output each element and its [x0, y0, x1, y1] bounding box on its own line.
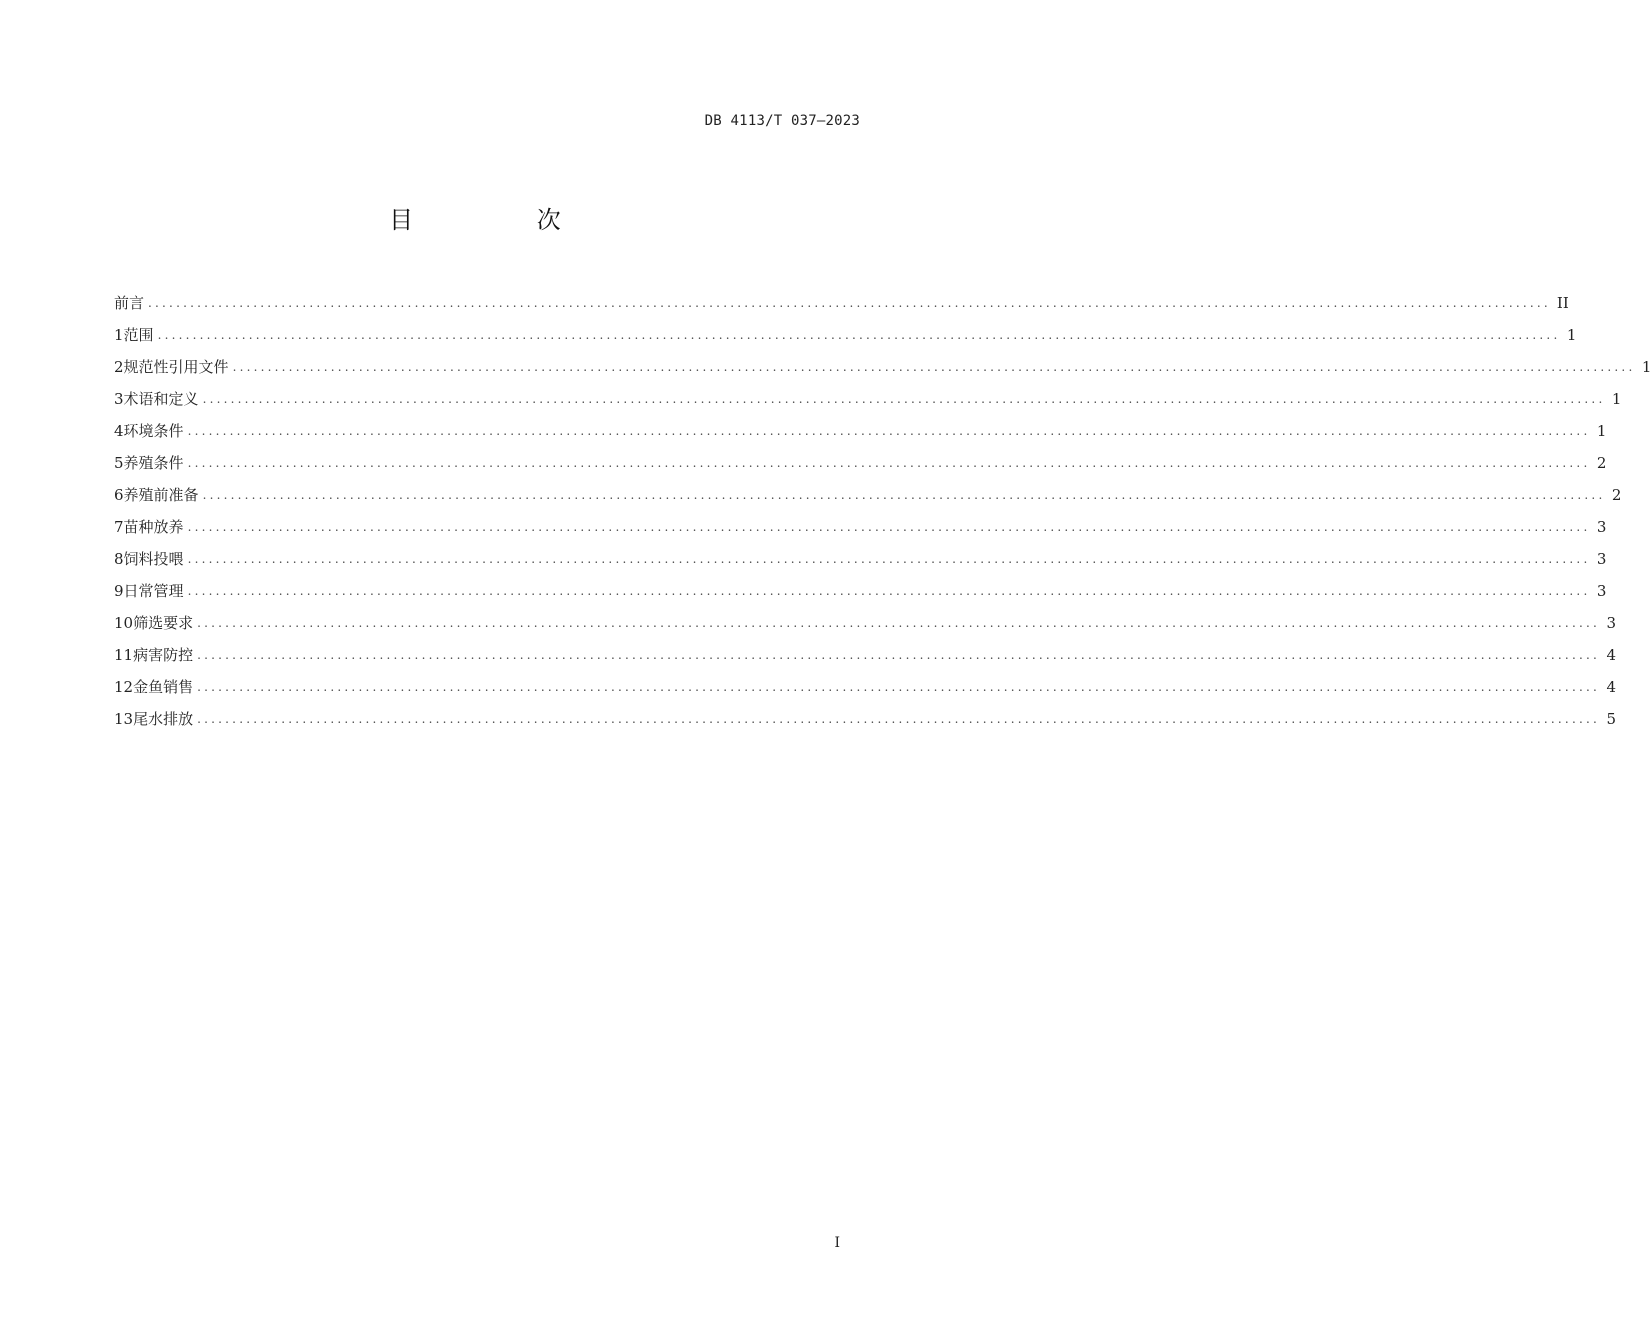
toc-entry-label: 规范性引用文件 [123, 358, 229, 376]
toc-entry-page: 4 [1606, 678, 1616, 696]
toc-entry-13[interactable] [114, 703, 1616, 735]
toc-entry-12[interactable] [114, 671, 1616, 703]
toc-entry-label: 养殖前准备 [123, 486, 199, 504]
toc-dot-leader: ........................................................................................................................................................................................................ [187, 520, 1591, 534]
page-number: I [834, 1235, 840, 1251]
toc-entry-page: II [1556, 294, 1569, 312]
toc-entry-number: 7 [114, 518, 124, 536]
toc-entry-4[interactable] [114, 415, 1607, 447]
toc-entry-number: 1 [114, 326, 124, 344]
toc-dot-leader: ........................................................................................................................................................................................................ [187, 584, 1591, 598]
toc-entry-label: 环境条件 [123, 422, 184, 440]
toc-entry-number: 5 [114, 454, 124, 472]
toc-entry-page: 4 [1606, 646, 1616, 664]
toc-entry-number: 9 [114, 582, 124, 600]
toc-entry-number: 6 [114, 486, 124, 504]
toc-dot-leader: ........................................................................................................................................................................................................ [202, 392, 1606, 406]
toc-entry-number: 13 [114, 710, 134, 728]
toc-entry-label: 前言 [114, 294, 145, 312]
toc-entry-page: 2 [1596, 454, 1607, 472]
toc-dot-leader: ........................................................................................................................................................................................................ [187, 456, 1591, 470]
table-of-contents [114, 287, 1651, 735]
toc-dot-leader: ........................................................................................................................................................................................................ [232, 360, 1636, 374]
toc-entry-label: 筛选要求 [133, 614, 194, 632]
toc-dot-leader: ........................................................................................................................................................................................................ [197, 680, 1600, 694]
toc-entry-number: 11 [114, 646, 134, 664]
toc-entry-page: 3 [1596, 582, 1607, 600]
toc-entry-page: 2 [1611, 486, 1622, 504]
toc-entry-label: 养殖条件 [123, 454, 184, 472]
toc-dot-leader: ........................................................................................................................................................................................................ [157, 328, 1561, 342]
toc-entry-page: 1 [1611, 390, 1622, 408]
toc-dot-leader: ........................................................................................................................................................................................................ [197, 616, 1600, 630]
toc-entry-label: 金鱼销售 [133, 678, 194, 696]
toc-entry-preface[interactable] [114, 287, 1569, 319]
toc-title: 目 次 [389, 206, 619, 234]
toc-entry-number: 10 [114, 614, 134, 632]
toc-entry-label: 尾水排放 [133, 710, 194, 728]
toc-entry-page: 5 [1606, 710, 1616, 728]
toc-entry-page: 3 [1606, 614, 1616, 632]
toc-dot-leader: ........................................................................................................................................................................................................ [197, 712, 1600, 726]
toc-entry-1[interactable] [114, 319, 1577, 351]
document-code: DB 4113/T 037—2023 [704, 113, 860, 129]
toc-entry-page: 1 [1596, 422, 1607, 440]
toc-entry-7[interactable] [114, 511, 1607, 543]
toc-entry-page: 3 [1596, 550, 1607, 568]
toc-entry-label: 病害防控 [133, 646, 194, 664]
toc-entry-number: 8 [114, 550, 124, 568]
toc-entry-9[interactable] [114, 575, 1607, 607]
toc-entry-number: 12 [114, 678, 134, 696]
toc-entry-3[interactable] [114, 383, 1622, 415]
toc-entry-8[interactable] [114, 543, 1607, 575]
toc-dot-leader: ........................................................................................................................................................................................................ [148, 296, 1551, 310]
toc-entry-label: 范围 [123, 326, 154, 344]
toc-entry-label: 术语和定义 [123, 390, 199, 408]
toc-entry-number: 3 [114, 390, 124, 408]
toc-entry-page: 1 [1641, 358, 1651, 376]
toc-dot-leader: ........................................................................................................................................................................................................ [197, 648, 1600, 662]
toc-entry-10[interactable] [114, 607, 1616, 639]
toc-entry-6[interactable] [114, 479, 1622, 511]
toc-dot-leader: ........................................................................................................................................................................................................ [187, 552, 1591, 566]
toc-entry-number: 4 [114, 422, 124, 440]
toc-entry-label: 苗种放养 [123, 518, 184, 536]
toc-entry-2[interactable] [114, 351, 1651, 383]
toc-dot-leader: ........................................................................................................................................................................................................ [187, 424, 1591, 438]
toc-entry-label: 饲料投喂 [123, 550, 184, 568]
toc-dot-leader: ........................................................................................................................................................................................................ [202, 488, 1606, 502]
toc-entry-label: 日常管理 [123, 582, 184, 600]
toc-entry-page: 1 [1566, 326, 1577, 344]
toc-entry-5[interactable] [114, 447, 1607, 479]
toc-entry-page: 3 [1596, 518, 1607, 536]
toc-entry-11[interactable] [114, 639, 1616, 671]
toc-entry-number: 2 [114, 358, 124, 376]
